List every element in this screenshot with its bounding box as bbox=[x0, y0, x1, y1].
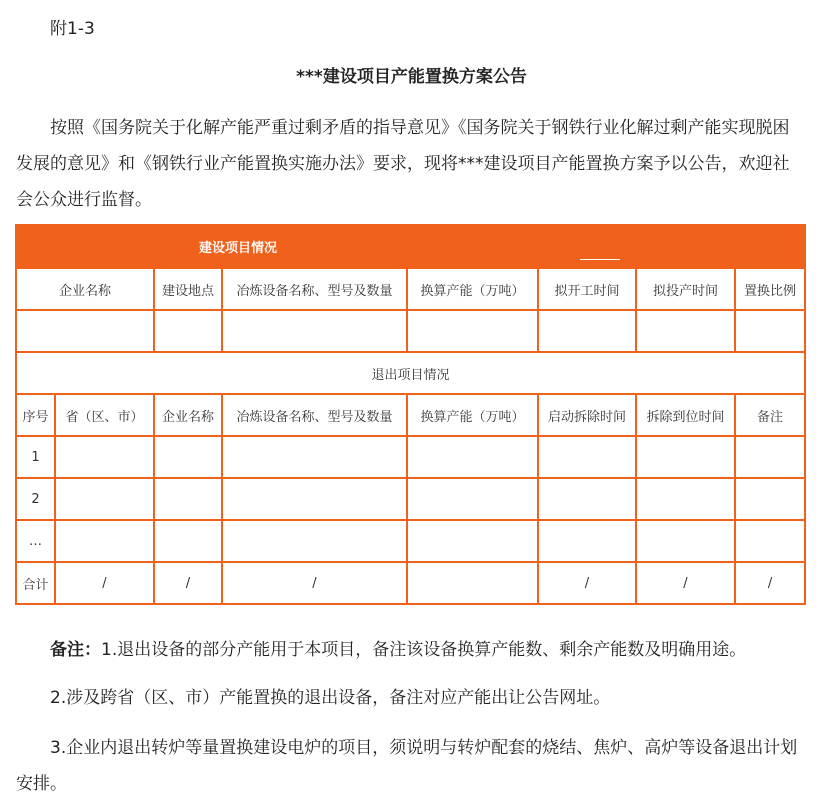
col-province: 省（区、市） bbox=[55, 394, 154, 436]
build-data-row bbox=[16, 310, 805, 352]
cell bbox=[538, 478, 636, 520]
cell bbox=[55, 478, 154, 520]
cell bbox=[55, 520, 154, 562]
table-row bbox=[16, 520, 805, 562]
build-header-row bbox=[16, 225, 805, 268]
cell: / bbox=[154, 562, 222, 604]
cell bbox=[154, 310, 222, 352]
col-location: 建设地点 bbox=[154, 268, 222, 310]
cell: / bbox=[222, 562, 407, 604]
cell bbox=[735, 436, 805, 478]
cell bbox=[636, 310, 735, 352]
cell bbox=[636, 478, 735, 520]
total-label: 合计 bbox=[16, 562, 55, 604]
build-columns-row bbox=[16, 268, 805, 310]
cell bbox=[407, 520, 538, 562]
col-equipment: 冶炼设备名称、型号及数量 bbox=[222, 268, 407, 310]
cell bbox=[538, 310, 636, 352]
cell: 1 bbox=[16, 436, 55, 478]
intro-paragraph: 按照《国务院关于化解产能严重过剩矛盾的指导意见》《国务院关于钢铁行业化解过剩产能实现脱困发展的意见》和《钢铁行业产能置换实施办法》要求，现将***建设项目产能置换方案予以公告，欢迎社会公众进行监督。 bbox=[16, 118, 790, 210]
cell bbox=[16, 310, 154, 352]
cell: 2 bbox=[16, 478, 55, 520]
col-index: 序号 bbox=[16, 394, 55, 436]
exit-columns-row bbox=[16, 394, 805, 436]
exit-header-row bbox=[16, 352, 805, 394]
build-header: 建设项目情况 bbox=[199, 241, 278, 256]
page-title: ***建设项目产能置换方案公告 bbox=[296, 67, 527, 87]
col-demolish-start: 启动拆除时间 bbox=[538, 394, 636, 436]
col-remarks: 备注 bbox=[735, 394, 805, 436]
col-equipment: 冶炼设备名称、型号及数量 bbox=[222, 394, 407, 436]
cell bbox=[735, 520, 805, 562]
col-company: 企业名称 bbox=[154, 394, 222, 436]
cell bbox=[538, 436, 636, 478]
cell bbox=[407, 562, 538, 604]
cell bbox=[538, 520, 636, 562]
table-row bbox=[16, 478, 805, 520]
note-1-text: 1.退出设备的部分产能用于本项目，备注该设备换算产能数、剩余产能数及明确用途。 bbox=[101, 640, 747, 660]
cell bbox=[154, 520, 222, 562]
notes-label: 备注： bbox=[50, 640, 101, 660]
cell bbox=[222, 310, 407, 352]
note-3: 3.企业内退出转炉等量置换建设电炉的项目，须说明与转炉配套的烧结、焦炉、高炉等设备退出计划安排。 bbox=[16, 738, 798, 794]
note-2: 2.涉及跨省（区、市）产能置换的退出设备，备注对应产能出让公告网址。 bbox=[50, 688, 611, 708]
capacity-table bbox=[15, 224, 806, 605]
cell bbox=[222, 520, 407, 562]
cell bbox=[222, 436, 407, 478]
col-capacity: 换算产能（万吨） bbox=[407, 394, 538, 436]
col-start-time: 拟开工时间 bbox=[538, 268, 636, 310]
total-row bbox=[16, 562, 805, 604]
cell bbox=[407, 436, 538, 478]
cell bbox=[154, 436, 222, 478]
col-company: 企业名称 bbox=[16, 268, 154, 310]
cell bbox=[222, 478, 407, 520]
cell bbox=[735, 478, 805, 520]
cell: … bbox=[16, 520, 55, 562]
cell bbox=[55, 436, 154, 478]
attachment-label: 附1-3 bbox=[50, 19, 95, 39]
header-underline bbox=[580, 259, 620, 260]
col-ratio: 置换比例 bbox=[735, 268, 805, 310]
cell bbox=[407, 310, 538, 352]
cell bbox=[154, 478, 222, 520]
cell: / bbox=[735, 562, 805, 604]
cell: / bbox=[55, 562, 154, 604]
cell bbox=[407, 478, 538, 520]
col-capacity: 换算产能（万吨） bbox=[407, 268, 538, 310]
note-1 bbox=[16, 632, 806, 668]
table-row bbox=[16, 436, 805, 478]
cell bbox=[636, 520, 735, 562]
col-production-time: 拟投产时间 bbox=[636, 268, 735, 310]
cell bbox=[636, 436, 735, 478]
exit-header: 退出项目情况 bbox=[16, 352, 805, 394]
cell bbox=[735, 310, 805, 352]
cell: / bbox=[636, 562, 735, 604]
col-demolish-done: 拆除到位时间 bbox=[636, 394, 735, 436]
cell: / bbox=[538, 562, 636, 604]
